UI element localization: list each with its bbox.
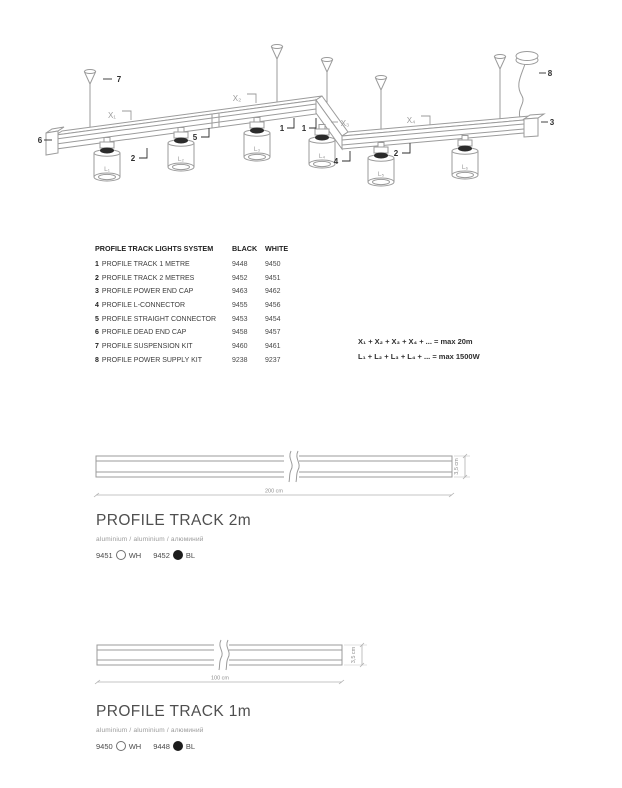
power-supply-kit-icon xyxy=(516,52,538,119)
product-materials: aluminium / aluminium / алюминий xyxy=(96,727,204,734)
svg-text:5: 5 xyxy=(192,133,198,142)
svg-text:4: 4 xyxy=(333,157,339,166)
column-black: BLACK xyxy=(232,244,258,253)
product-title: PROFILE TRACK 1m xyxy=(96,703,252,720)
svg-text:3: 3 xyxy=(549,118,555,127)
product-track-1m xyxy=(96,703,251,751)
callout-7 xyxy=(103,75,122,84)
svg-text:X₄: X₄ xyxy=(406,116,416,125)
parts-table xyxy=(95,244,305,371)
light-label: L₆ xyxy=(461,164,469,171)
height-dimension xyxy=(454,454,470,479)
product-variants xyxy=(96,741,251,751)
track-2m-profile xyxy=(96,451,452,482)
suspension-kit-icon xyxy=(495,55,506,121)
light-label: L₅ xyxy=(377,171,385,178)
variant-finish: BL xyxy=(185,550,196,560)
height-value: 3,5 cm xyxy=(454,458,460,475)
white-swatch-icon xyxy=(116,550,126,560)
svg-text:7: 7 xyxy=(116,75,122,84)
svg-text:X₂: X₂ xyxy=(232,94,242,103)
spotlight xyxy=(168,128,194,172)
max-power-formula: L₁ + L₂ + L₃ + L₄ + ... = max 1500W xyxy=(358,352,480,361)
height-dimension xyxy=(344,643,367,667)
svg-text:2: 2 xyxy=(130,154,136,163)
product-track-2m xyxy=(96,512,251,560)
track-2m-drawing xyxy=(90,448,490,506)
table-row: 8 PROFILE POWER SUPPLY KIT 9238 9237 xyxy=(95,356,281,364)
light-label: L₂ xyxy=(177,156,185,163)
variant-finish: BL xyxy=(185,741,196,751)
light-label: L₁ xyxy=(104,166,110,173)
svg-text:6: 6 xyxy=(37,136,43,145)
callout-2-left xyxy=(131,148,147,163)
svg-text:1: 1 xyxy=(301,124,307,133)
table-row: 1 PROFILE TRACK 1 METRE 9448 9450 xyxy=(95,261,281,268)
variant-code: 9448 xyxy=(153,741,170,751)
length-dimension xyxy=(95,676,344,685)
variant-code: 9451 xyxy=(96,550,113,560)
segment-label-x4 xyxy=(407,116,430,125)
variant-finish: WH xyxy=(128,550,142,560)
max-length-formula: X₁ + X₂ + X₃ + X₄ + ... = max 20m xyxy=(358,337,473,346)
product-title: PROFILE TRACK 2m xyxy=(96,512,252,529)
black-swatch-icon xyxy=(173,741,183,751)
variant-finish: WH xyxy=(128,741,142,751)
variant-code: 9450 xyxy=(96,741,113,751)
track-rail-right xyxy=(342,116,530,149)
light-label: L₃ xyxy=(253,146,261,153)
light-label: L₄ xyxy=(318,153,326,160)
column-white: WHITE xyxy=(265,244,289,253)
callout-8 xyxy=(539,69,553,78)
svg-text:8: 8 xyxy=(547,69,553,78)
svg-text:2: 2 xyxy=(393,149,399,158)
callout-1-right xyxy=(302,118,316,133)
table-row: 5 PROFILE STRAIGHT CONNECTOR 9453 9454 xyxy=(95,315,281,323)
suspension-kit-icon xyxy=(272,45,283,104)
callout-1-left xyxy=(280,118,294,133)
suspension-kit-icon xyxy=(376,76,387,131)
power-end-cap xyxy=(524,114,544,137)
svg-text:1: 1 xyxy=(279,124,285,133)
limits-formulas xyxy=(358,334,480,364)
callout-3 xyxy=(541,118,555,127)
product-variants xyxy=(96,550,251,560)
black-swatch-icon xyxy=(173,550,183,560)
length-value: 200 cm xyxy=(264,488,284,495)
table-row: 7 PROFILE SUSPENSION KIT 9460 9461 xyxy=(95,343,281,351)
track-system-diagram xyxy=(0,0,622,215)
table-row: 6 PROFILE DEAD END CAP 9458 9457 xyxy=(95,329,281,337)
suspension-kit-icon xyxy=(85,70,96,128)
height-value: 3,5 cm xyxy=(351,646,357,664)
callout-2-right xyxy=(394,143,410,158)
spotlight xyxy=(452,136,478,180)
svg-text:X₃: X₃ xyxy=(340,119,350,128)
segment-label-x1 xyxy=(108,111,131,120)
segment-label-x2 xyxy=(233,94,256,103)
track-1m-drawing xyxy=(90,637,390,695)
table-title: PROFILE TRACK LIGHTS SYSTEM xyxy=(95,244,214,253)
white-swatch-icon xyxy=(116,741,126,751)
callout-4 xyxy=(334,151,350,166)
length-dimension xyxy=(94,489,454,498)
table-row: 4 PROFILE L-CONNECTOR 9455 9456 xyxy=(95,302,281,310)
parts-table-header xyxy=(95,244,305,261)
table-row: 3 PROFILE POWER END CAP 9463 9462 xyxy=(95,288,281,296)
product-materials: aluminium / aluminium / алюминий xyxy=(96,536,204,543)
variant-code: 9452 xyxy=(153,550,170,560)
table-row: 2 PROFILE TRACK 2 METRES 9452 9451 xyxy=(95,274,281,282)
spotlight xyxy=(368,143,394,187)
track-1m-profile xyxy=(97,640,342,670)
svg-text:X₁: X₁ xyxy=(107,111,117,120)
spotlight xyxy=(244,118,270,162)
length-value: 100 cm xyxy=(210,675,230,682)
spotlight xyxy=(94,138,120,182)
